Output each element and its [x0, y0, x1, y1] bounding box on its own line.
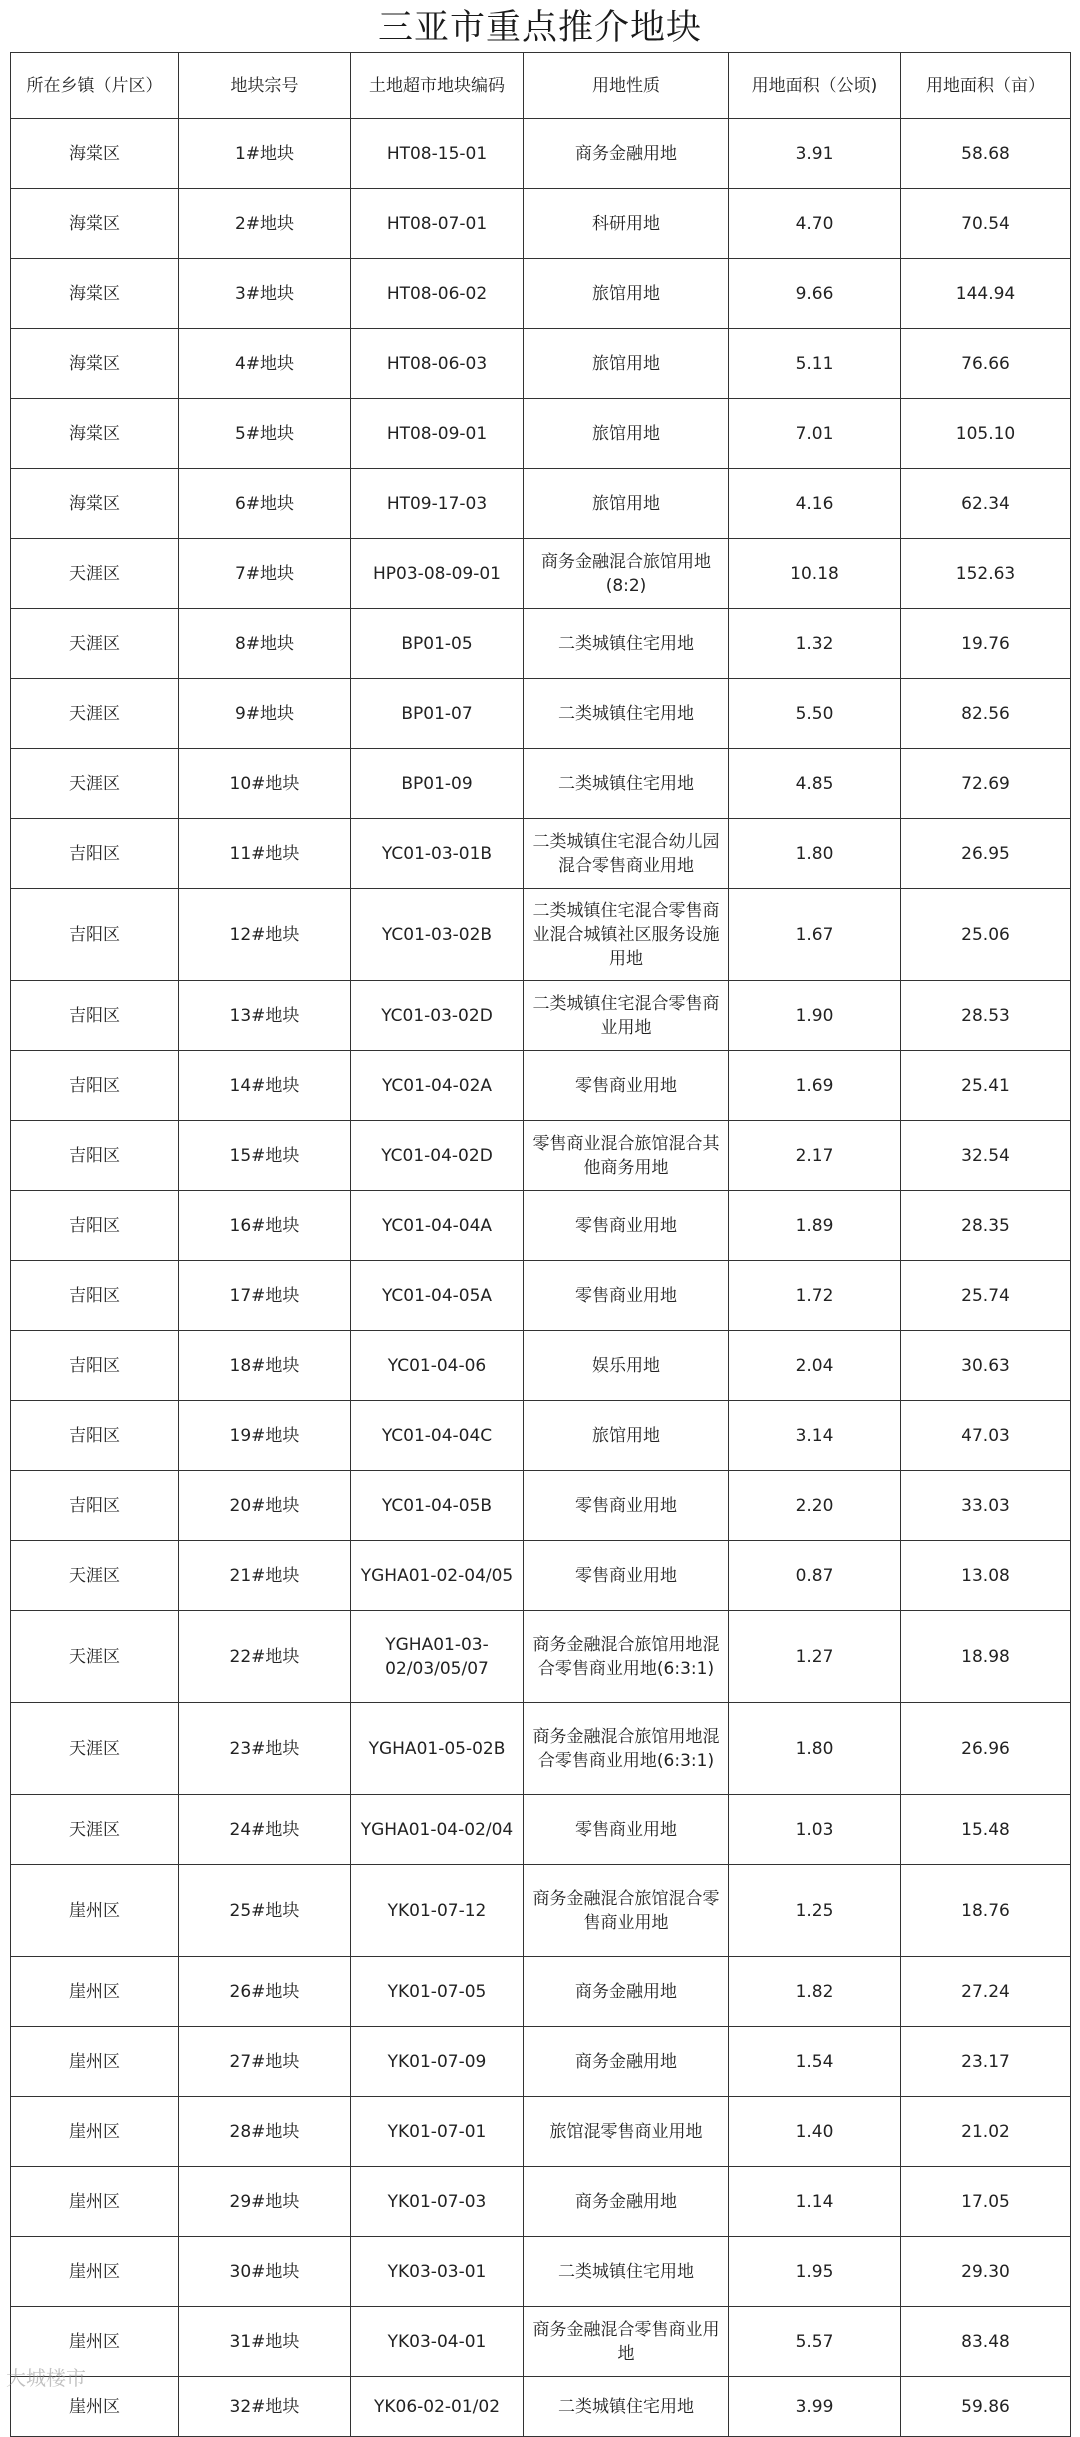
cell-land-use: 商务金融混合旅馆用地混合零售商业用地(6:3:1) — [524, 1703, 729, 1795]
cell-district: 吉阳区 — [11, 1121, 179, 1191]
table-row — [11, 2027, 1071, 2097]
cell-parcel-code: HT08-09-01 — [351, 399, 524, 469]
cell-area-mu: 144.94 — [901, 259, 1071, 329]
cell-lot-number: 9#地块 — [179, 679, 351, 749]
cell-area-mu: 15.48 — [901, 1795, 1071, 1865]
cell-land-use: 旅馆用地 — [524, 469, 729, 539]
cell-area-hectare: 1.80 — [729, 1703, 901, 1795]
cell-parcel-code: HP03-08-09-01 — [351, 539, 524, 609]
cell-lot-number: 11#地块 — [179, 819, 351, 889]
cell-lot-number: 7#地块 — [179, 539, 351, 609]
cell-area-mu: 26.95 — [901, 819, 1071, 889]
cell-lot-number: 18#地块 — [179, 1331, 351, 1401]
cell-land-use: 旅馆用地 — [524, 1401, 729, 1471]
cell-area-mu: 62.34 — [901, 469, 1071, 539]
cell-district: 海棠区 — [11, 189, 179, 259]
cell-district: 天涯区 — [11, 539, 179, 609]
table-row — [11, 889, 1071, 981]
cell-district: 崖州区 — [11, 1957, 179, 2027]
cell-district: 崖州区 — [11, 2027, 179, 2097]
cell-lot-number: 3#地块 — [179, 259, 351, 329]
cell-area-mu: 25.06 — [901, 889, 1071, 981]
cell-area-mu: 19.76 — [901, 609, 1071, 679]
cell-lot-number: 32#地块 — [179, 2377, 351, 2437]
cell-area-hectare: 3.91 — [729, 119, 901, 189]
cell-land-use: 二类城镇住宅用地 — [524, 749, 729, 819]
table-row — [11, 2167, 1071, 2237]
cell-district: 天涯区 — [11, 749, 179, 819]
cell-parcel-code: YK03-04-01 — [351, 2307, 524, 2377]
cell-parcel-code: YK01-07-03 — [351, 2167, 524, 2237]
cell-area-mu: 82.56 — [901, 679, 1071, 749]
table-row — [11, 1611, 1071, 1703]
cell-lot-number: 17#地块 — [179, 1261, 351, 1331]
cell-parcel-code: YK03-03-01 — [351, 2237, 524, 2307]
cell-parcel-code: YC01-03-01B — [351, 819, 524, 889]
cell-parcel-code: HT08-15-01 — [351, 119, 524, 189]
table-row — [11, 2307, 1071, 2377]
cell-district: 吉阳区 — [11, 1191, 179, 1261]
cell-land-use: 二类城镇住宅混合零售商业用地 — [524, 981, 729, 1051]
table-row — [11, 1471, 1071, 1541]
cell-land-use: 零售商业用地 — [524, 1191, 729, 1261]
cell-area-hectare: 1.90 — [729, 981, 901, 1051]
cell-land-use: 科研用地 — [524, 189, 729, 259]
cell-lot-number: 31#地块 — [179, 2307, 351, 2377]
cell-area-hectare: 1.27 — [729, 1611, 901, 1703]
cell-district: 海棠区 — [11, 259, 179, 329]
cell-district: 崖州区 — [11, 1865, 179, 1957]
cell-lot-number: 23#地块 — [179, 1703, 351, 1795]
cell-area-hectare: 1.40 — [729, 2097, 901, 2167]
table-row — [11, 1957, 1071, 2027]
cell-area-hectare: 1.89 — [729, 1191, 901, 1261]
table-row — [11, 1121, 1071, 1191]
cell-land-use: 零售商业用地 — [524, 1261, 729, 1331]
cell-area-mu: 27.24 — [901, 1957, 1071, 2027]
cell-district: 崖州区 — [11, 2167, 179, 2237]
cell-district: 吉阳区 — [11, 1401, 179, 1471]
cell-lot-number: 19#地块 — [179, 1401, 351, 1471]
cell-district: 天涯区 — [11, 1795, 179, 1865]
table-row — [11, 329, 1071, 399]
cell-parcel-code: YGHA01-02-04/05 — [351, 1541, 524, 1611]
table-row — [11, 1401, 1071, 1471]
cell-district: 天涯区 — [11, 609, 179, 679]
table-row — [11, 1541, 1071, 1611]
cell-area-hectare: 2.17 — [729, 1121, 901, 1191]
cell-area-mu: 13.08 — [901, 1541, 1071, 1611]
cell-parcel-code: YC01-04-02A — [351, 1051, 524, 1121]
cell-lot-number: 8#地块 — [179, 609, 351, 679]
table-row — [11, 399, 1071, 469]
cell-area-mu: 18.76 — [901, 1865, 1071, 1957]
cell-district: 吉阳区 — [11, 1261, 179, 1331]
cell-area-hectare: 1.25 — [729, 1865, 901, 1957]
cell-land-use: 商务金融混合零售商业用地 — [524, 2307, 729, 2377]
land-parcel-table — [10, 52, 1071, 2437]
table-header-row — [11, 53, 1071, 119]
cell-land-use: 二类城镇住宅用地 — [524, 679, 729, 749]
cell-area-mu: 23.17 — [901, 2027, 1071, 2097]
cell-parcel-code: HT09-17-03 — [351, 469, 524, 539]
page-title: 三亚市重点推介地块 — [377, 8, 702, 48]
cell-lot-number: 12#地块 — [179, 889, 351, 981]
cell-area-mu: 30.63 — [901, 1331, 1071, 1401]
cell-land-use: 旅馆混零售商业用地 — [524, 2097, 729, 2167]
cell-area-hectare: 3.99 — [729, 2377, 901, 2437]
cell-area-mu: 72.69 — [901, 749, 1071, 819]
cell-area-mu: 28.53 — [901, 981, 1071, 1051]
table-row — [11, 119, 1071, 189]
cell-area-hectare: 5.57 — [729, 2307, 901, 2377]
table-row — [11, 469, 1071, 539]
cell-land-use: 商务金融用地 — [524, 2167, 729, 2237]
cell-district: 海棠区 — [11, 119, 179, 189]
header-area-hectare: 用地面积（公顷) — [729, 53, 901, 119]
cell-parcel-code: YGHA01-04-02/04 — [351, 1795, 524, 1865]
cell-land-use: 零售商业用地 — [524, 1051, 729, 1121]
table-row — [11, 749, 1071, 819]
cell-parcel-code: YK06-02-01/02 — [351, 2377, 524, 2437]
cell-lot-number: 21#地块 — [179, 1541, 351, 1611]
cell-area-hectare: 3.14 — [729, 1401, 901, 1471]
cell-land-use: 商务金融混合旅馆用地(8:2) — [524, 539, 729, 609]
header-lot-number: 地块宗号 — [179, 53, 351, 119]
cell-area-mu: 76.66 — [901, 329, 1071, 399]
table-row — [11, 189, 1071, 259]
cell-lot-number: 10#地块 — [179, 749, 351, 819]
cell-land-use: 娱乐用地 — [524, 1331, 729, 1401]
cell-area-hectare: 2.20 — [729, 1471, 901, 1541]
table-row — [11, 2377, 1071, 2437]
cell-area-mu: 25.41 — [901, 1051, 1071, 1121]
cell-land-use: 旅馆用地 — [524, 399, 729, 469]
cell-area-hectare: 1.14 — [729, 2167, 901, 2237]
table-row — [11, 2237, 1071, 2307]
cell-land-use: 二类城镇住宅用地 — [524, 2237, 729, 2307]
cell-district: 吉阳区 — [11, 1331, 179, 1401]
cell-lot-number: 1#地块 — [179, 119, 351, 189]
cell-lot-number: 14#地块 — [179, 1051, 351, 1121]
cell-district: 吉阳区 — [11, 1051, 179, 1121]
cell-land-use: 零售商业混合旅馆混合其他商务用地 — [524, 1121, 729, 1191]
cell-lot-number: 4#地块 — [179, 329, 351, 399]
cell-parcel-code: YK01-07-09 — [351, 2027, 524, 2097]
cell-area-mu: 152.63 — [901, 539, 1071, 609]
cell-district: 崖州区 — [11, 2377, 179, 2437]
header-land-use: 用地性质 — [524, 53, 729, 119]
cell-area-hectare: 4.70 — [729, 189, 901, 259]
cell-area-mu: 70.54 — [901, 189, 1071, 259]
cell-parcel-code: BP01-05 — [351, 609, 524, 679]
cell-area-hectare: 1.03 — [729, 1795, 901, 1865]
cell-parcel-code: HT08-06-02 — [351, 259, 524, 329]
cell-area-hectare: 1.67 — [729, 889, 901, 981]
cell-parcel-code: HT08-07-01 — [351, 189, 524, 259]
cell-lot-number: 24#地块 — [179, 1795, 351, 1865]
cell-district: 吉阳区 — [11, 819, 179, 889]
cell-area-hectare: 5.50 — [729, 679, 901, 749]
cell-parcel-code: YC01-04-04A — [351, 1191, 524, 1261]
table-row — [11, 1865, 1071, 1957]
cell-district: 崖州区 — [11, 2237, 179, 2307]
cell-area-hectare: 4.16 — [729, 469, 901, 539]
cell-parcel-code: YC01-04-02D — [351, 1121, 524, 1191]
cell-parcel-code: BP01-09 — [351, 749, 524, 819]
cell-parcel-code: YC01-04-05A — [351, 1261, 524, 1331]
cell-district: 吉阳区 — [11, 889, 179, 981]
table-row — [11, 1261, 1071, 1331]
table-row — [11, 679, 1071, 749]
header-parcel-code: 土地超市地块编码 — [351, 53, 524, 119]
cell-area-mu: 33.03 — [901, 1471, 1071, 1541]
cell-parcel-code: HT08-06-03 — [351, 329, 524, 399]
cell-area-hectare: 1.72 — [729, 1261, 901, 1331]
cell-parcel-code: BP01-07 — [351, 679, 524, 749]
cell-area-mu: 29.30 — [901, 2237, 1071, 2307]
cell-lot-number: 28#地块 — [179, 2097, 351, 2167]
table-row — [11, 981, 1071, 1051]
cell-area-hectare: 7.01 — [729, 399, 901, 469]
cell-district: 天涯区 — [11, 679, 179, 749]
cell-area-mu: 28.35 — [901, 1191, 1071, 1261]
cell-land-use: 商务金融用地 — [524, 119, 729, 189]
cell-area-mu: 47.03 — [901, 1401, 1071, 1471]
table-row — [11, 1703, 1071, 1795]
cell-district: 海棠区 — [11, 329, 179, 399]
cell-district: 天涯区 — [11, 1703, 179, 1795]
cell-parcel-code: YC01-04-06 — [351, 1331, 524, 1401]
cell-area-mu: 17.05 — [901, 2167, 1071, 2237]
cell-land-use: 零售商业用地 — [524, 1795, 729, 1865]
cell-area-mu: 83.48 — [901, 2307, 1071, 2377]
cell-land-use: 二类城镇住宅混合幼儿园混合零售商业用地 — [524, 819, 729, 889]
table-row — [11, 259, 1071, 329]
cell-area-hectare: 2.04 — [729, 1331, 901, 1401]
cell-lot-number: 25#地块 — [179, 1865, 351, 1957]
cell-area-mu: 21.02 — [901, 2097, 1071, 2167]
cell-land-use: 零售商业用地 — [524, 1471, 729, 1541]
cell-lot-number: 22#地块 — [179, 1611, 351, 1703]
table-row — [11, 1191, 1071, 1261]
cell-lot-number: 2#地块 — [179, 189, 351, 259]
header-district: 所在乡镇（片区） — [11, 53, 179, 119]
cell-land-use: 二类城镇住宅用地 — [524, 609, 729, 679]
cell-land-use: 旅馆用地 — [524, 259, 729, 329]
cell-parcel-code: YK01-07-05 — [351, 1957, 524, 2027]
table-row — [11, 539, 1071, 609]
cell-lot-number: 16#地块 — [179, 1191, 351, 1261]
cell-lot-number: 6#地块 — [179, 469, 351, 539]
cell-parcel-code: YC01-04-04C — [351, 1401, 524, 1471]
cell-lot-number: 26#地块 — [179, 1957, 351, 2027]
cell-parcel-code: YGHA01-03-02/03/05/07 — [351, 1611, 524, 1703]
cell-land-use: 旅馆用地 — [524, 329, 729, 399]
table-row — [11, 819, 1071, 889]
cell-area-hectare: 1.80 — [729, 819, 901, 889]
cell-land-use: 二类城镇住宅混合零售商业混合城镇社区服务设施用地 — [524, 889, 729, 981]
cell-lot-number: 27#地块 — [179, 2027, 351, 2097]
cell-area-hectare: 1.95 — [729, 2237, 901, 2307]
table-row — [11, 2097, 1071, 2167]
cell-lot-number: 20#地块 — [179, 1471, 351, 1541]
cell-land-use: 零售商业用地 — [524, 1541, 729, 1611]
cell-area-hectare: 4.85 — [729, 749, 901, 819]
cell-lot-number: 15#地块 — [179, 1121, 351, 1191]
cell-lot-number: 30#地块 — [179, 2237, 351, 2307]
cell-district: 吉阳区 — [11, 981, 179, 1051]
cell-land-use: 商务金融混合旅馆用地混合零售商业用地(6:3:1) — [524, 1611, 729, 1703]
cell-land-use: 商务金融混合旅馆混合零售商业用地 — [524, 1865, 729, 1957]
cell-district: 天涯区 — [11, 1611, 179, 1703]
cell-area-hectare: 0.87 — [729, 1541, 901, 1611]
table-row — [11, 609, 1071, 679]
cell-parcel-code: YC01-03-02D — [351, 981, 524, 1051]
cell-area-hectare: 1.69 — [729, 1051, 901, 1121]
cell-lot-number: 13#地块 — [179, 981, 351, 1051]
cell-land-use: 二类城镇住宅用地 — [524, 2377, 729, 2437]
cell-area-mu: 26.96 — [901, 1703, 1071, 1795]
cell-area-hectare: 10.18 — [729, 539, 901, 609]
table-body — [11, 119, 1071, 2437]
cell-area-mu: 105.10 — [901, 399, 1071, 469]
table-row — [11, 1051, 1071, 1121]
cell-district: 崖州区 — [11, 2307, 179, 2377]
cell-parcel-code: YK01-07-01 — [351, 2097, 524, 2167]
cell-area-hectare: 9.66 — [729, 259, 901, 329]
cell-parcel-code: YGHA01-05-02B — [351, 1703, 524, 1795]
cell-area-mu: 59.86 — [901, 2377, 1071, 2437]
cell-district: 天涯区 — [11, 1541, 179, 1611]
cell-district: 海棠区 — [11, 399, 179, 469]
cell-area-hectare: 1.32 — [729, 609, 901, 679]
cell-area-hectare: 1.82 — [729, 1957, 901, 2027]
cell-district: 吉阳区 — [11, 1471, 179, 1541]
cell-district: 海棠区 — [11, 469, 179, 539]
cell-area-mu: 25.74 — [901, 1261, 1071, 1331]
cell-district: 崖州区 — [11, 2097, 179, 2167]
cell-area-mu: 32.54 — [901, 1121, 1071, 1191]
cell-parcel-code: YC01-03-02B — [351, 889, 524, 981]
table-row — [11, 1795, 1071, 1865]
cell-land-use: 商务金融用地 — [524, 1957, 729, 2027]
cell-area-hectare: 5.11 — [729, 329, 901, 399]
table-row — [11, 1331, 1071, 1401]
cell-parcel-code: YC01-04-05B — [351, 1471, 524, 1541]
cell-area-hectare: 1.54 — [729, 2027, 901, 2097]
cell-land-use: 商务金融用地 — [524, 2027, 729, 2097]
cell-lot-number: 29#地块 — [179, 2167, 351, 2237]
cell-area-mu: 18.98 — [901, 1611, 1071, 1703]
cell-lot-number: 5#地块 — [179, 399, 351, 469]
header-area-mu: 用地面积（亩） — [901, 53, 1071, 119]
cell-parcel-code: YK01-07-12 — [351, 1865, 524, 1957]
cell-area-mu: 58.68 — [901, 119, 1071, 189]
watermark: 大城楼市 — [6, 2366, 86, 2390]
